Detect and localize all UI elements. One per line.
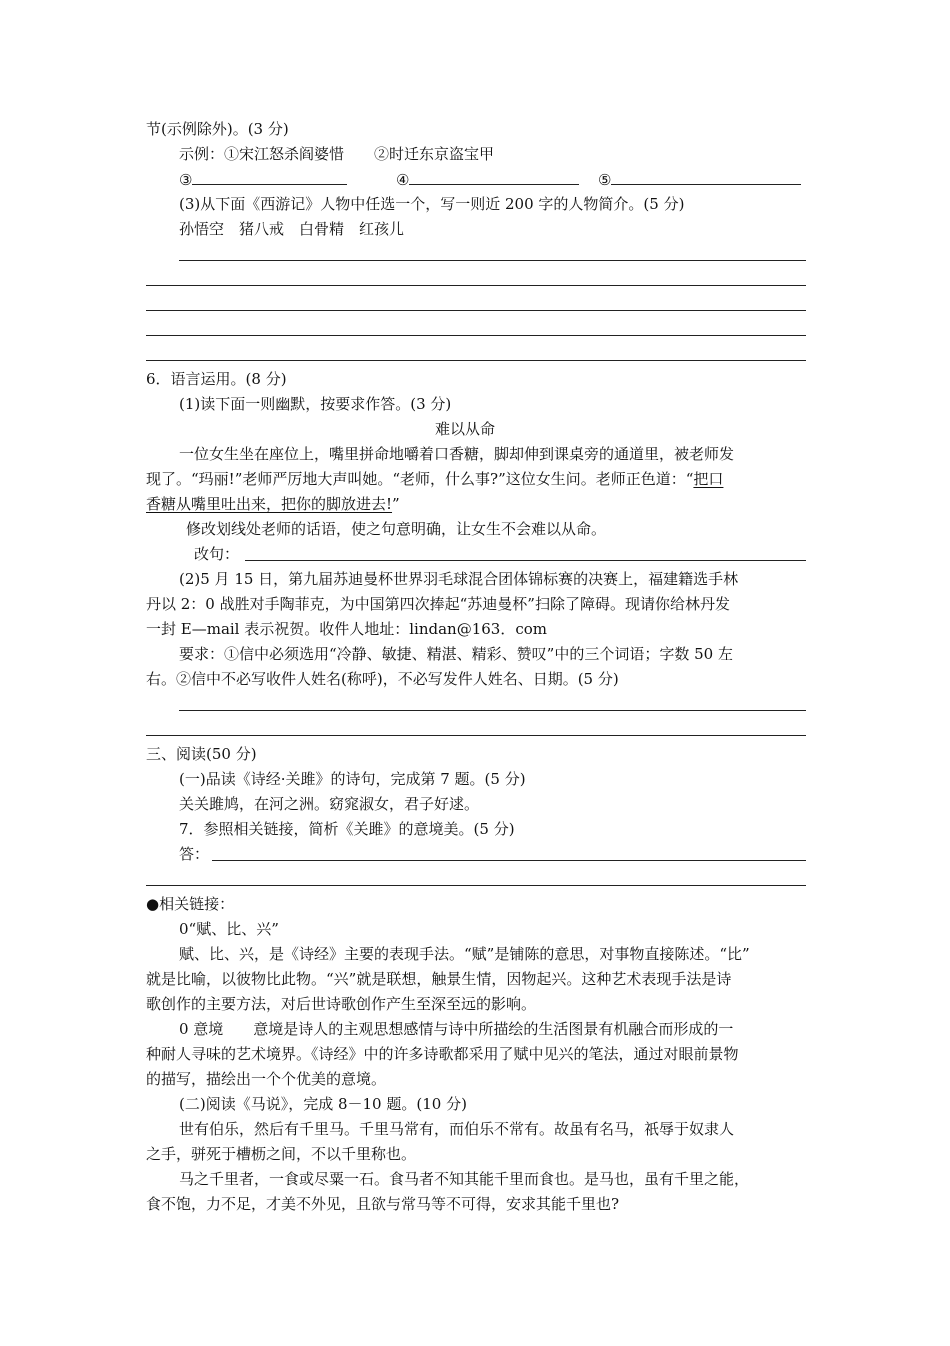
q5-characters: 孙悟空 猪八戒 白骨精 红孩儿 (179, 220, 405, 238)
q6-instruction: 修改划线处老师的话语，使之句意明确，让女生不会难以从命。 (186, 520, 607, 538)
section-title: 三、阅读(50 分) (146, 745, 257, 763)
rewrite-label: 改句： (194, 545, 240, 563)
poem-lines: 关关雎鸠，在河之洲。窈窕淑女，君子好逑。 (179, 795, 480, 813)
yijing-text: 的描写，描绘出一个个优美的意境。 (146, 1070, 387, 1088)
q6-sub2: 一封 E—mail 表示祝贺。收件人地址：lindan@163．com (146, 620, 547, 638)
mashuo-text: 世有伯乐，然后有千里马。千里马常有，而伯乐不常有。故虽有名马，祇辱于奴隶人 (179, 1120, 735, 1138)
part2-heading: (二)阅读《马说》，完成 8－10 题。(10 分) (179, 1095, 467, 1113)
fbx-text: 赋、比、兴，是《诗经》主要的表现手法。“赋”是铺陈的意思，对事物直接陈述。“比” (179, 945, 750, 963)
mashuo-text: 马之千里者，一食或尽粟一石。食马者不知其能千里而食也。是马也，虽有千里之能， (179, 1170, 750, 1188)
underlined-quote: 把口 (693, 470, 724, 488)
q6-sub2: (2)5 月 15 日，第九届苏迪曼杯世界羽毛球混合团体锦标赛的决赛上，福建籍选手林 (179, 570, 739, 588)
story-text: 现了。“玛丽!”老师严厉地大声叫她。“老师，什么事?”这位女生问。老师正色道：“ (146, 470, 694, 488)
closing-quote: ” (392, 495, 400, 513)
q6-requirements: 右。②信中不必写收件人姓名(称呼)，不必写发件人姓名、日期。(5 分) (146, 670, 619, 688)
q5-blank-row (179, 169, 347, 190)
answer-line[interactable] (146, 735, 806, 736)
answer-line[interactable] (179, 710, 806, 711)
story-line (146, 469, 723, 489)
fbx-text: 歌创作的主要方法，对后世诗歌创作产生至深至远的影响。 (146, 995, 537, 1013)
fbx-text: 就是比喻，以彼物比此物。“兴”就是联想，触景生情，因物起兴。这种艺术表现手法是诗 (146, 970, 732, 988)
q6-sub1: (1)读下面一则幽默，按要求作答。(3 分) (179, 395, 452, 413)
part1-heading: (一)品读《诗经·关雎》的诗句，完成第 7 题。(5 分) (179, 770, 526, 788)
story-title: 难以从命 (435, 420, 496, 438)
answer-line[interactable] (146, 335, 806, 336)
mashuo-text: 食不饱，力不足，才美不外见，且欲与常马等不可得，安求其能千里也? (146, 1195, 620, 1213)
q7-prompt: 7．参照相关链接，简析《关雎》的意境美。(5 分) (179, 820, 515, 838)
related-links-title: ●相关链接： (146, 895, 235, 913)
answer-line[interactable] (146, 310, 806, 311)
q5-scoring-note: 节(示例除外)。(3 分) (146, 120, 289, 138)
answer-line[interactable] (146, 360, 806, 361)
answer-label: 答： (179, 845, 210, 863)
blank-label-5: ⑤ (598, 171, 612, 189)
answer-line[interactable] (146, 885, 806, 886)
q6-sub2: 丹以 2：0 战胜对手陶菲克，为中国第四次捧起“苏迪曼杯”扫除了障碍。现请你给林丹发 (146, 595, 730, 613)
q6-requirements: 要求：①信中必须选用“冷静、敏捷、精湛、精彩、赞叹”中的三个词语；字数 50 左 (179, 645, 733, 663)
fbx-heading: 0“赋、比、兴” (179, 920, 279, 938)
answer-line[interactable] (212, 860, 806, 861)
q5-blank-row-2 (396, 169, 579, 190)
story-line: 一位女生坐在座位上，嘴里拼命地嚼着口香糖，脚却伸到课桌旁的通道里，被老师发 (179, 445, 735, 463)
q5-example: 示例：①宋江怒杀阎婆惜 ②时迁东京盗宝甲 (179, 145, 495, 163)
rewrite-answer-line[interactable] (245, 560, 806, 561)
answer-blank-4[interactable] (409, 169, 579, 185)
answer-line[interactable] (179, 260, 806, 261)
yijing-text: 种耐人寻味的艺术境界。《诗经》中的许多诗歌都采用了赋中见兴的笔法，通过对眼前景物 (146, 1045, 739, 1063)
mashuo-text: 之手，骈死于槽枥之间，不以千里称也。 (146, 1145, 417, 1163)
q6-title: 6．语言运用。(8 分) (146, 370, 287, 388)
blank-label-4: ④ (396, 171, 410, 189)
q5-blank-row-3 (598, 169, 801, 190)
answer-blank-3[interactable] (192, 169, 347, 185)
story-line (146, 494, 400, 514)
yijing-text: 0 意境 意境是诗人的主观思想感情与诗中所描绘的生活图景有机融合而形成的一 (179, 1020, 734, 1038)
underlined-quote: 香糖从嘴里吐出来，把你的脚放进去! (146, 495, 393, 513)
blank-label-3: ③ (179, 171, 193, 189)
q5-sub3: (3)从下面《西游记》人物中任选一个，写一则近 200 字的人物简介。(5 分) (179, 195, 685, 213)
answer-line[interactable] (146, 285, 806, 286)
answer-blank-5[interactable] (611, 169, 801, 185)
